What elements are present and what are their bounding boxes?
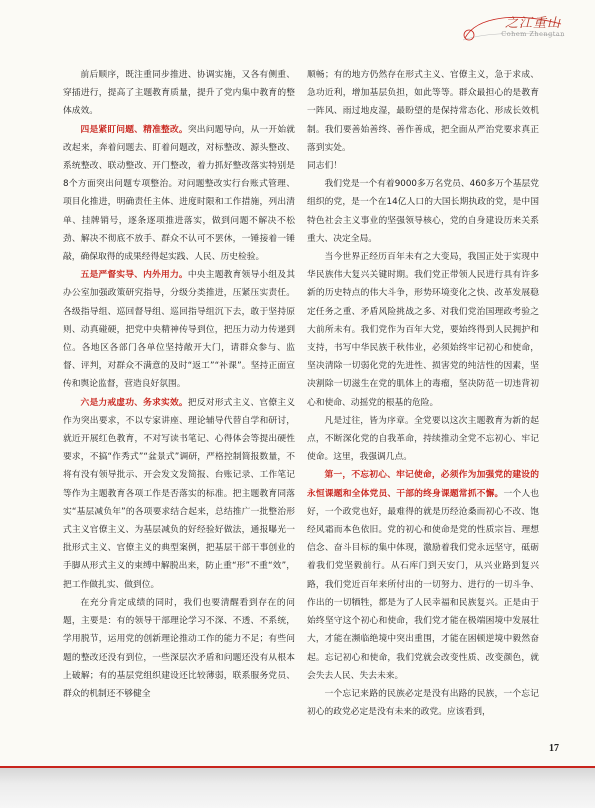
paragraph: 前后顺序，既注重同步推进、协调实施，又各有侧重、穿插进行，提高了主题教育质量，提升了党内集中教育的整体成效。: [63, 70, 295, 117]
salutation: 同志们！: [307, 161, 342, 172]
paragraph: 六是力戒虚功、务求实效。把反对形式主义、官僚主义作为突出要求，不以专家讲座、理论辅导代替自学和研讨，就近开展红色教育，不对写读书笔记、心得体会等提出硬性要求，不搞“作秀式”“盆景式”调研，严格控制简报数量，不将有没有领导批示、开会发文发简报、台账记录、工作笔记等作为主题教育各项工作是否落实的标准。把主题教育同落实“基层减负年”的各项要求结合起来，总结推广一批整治形式主义官僚主义、为基层减负的好经验好做法，通报曝光一批形式主义、官僚主义的典型案例，把基层干部干事创业的手脚从形式主义的束缚中解脱出来，防止重“形”不重“效”，把工作做扎实、做到位。: [63, 397, 296, 590]
paragraph: 凡是过往，皆为序章。全党要以这次主题教育为新的起点，不断深化党的自我革命，持续推动全党不忘初心、牢记使命。这里，我强调几点。: [307, 415, 539, 463]
paragraph: 五是严督实导、内外用力。中央主题教育领导小组及其办公室加强政策研究指导，分级分类推进，压紧压实责任。各级指导组、巡回督导组、巡回指导组沉下去，敢于坚持原则、动真碰硬，把党中央精神传导到位，把压力动力传递到位。各地区各部门各单位坚持敞开大门，请群众参与、监督、评判，对群众不满意的及时“返工”“补课”。坚持正面宣传和舆论监督，营造良好氛围。: [63, 270, 296, 390]
paragraph: 当今世界正经历百年未有之大变局，我国正处于实现中华民族伟大复兴关键时期。我们党正带领人民进行具有许多新的历史特点的伟大斗争，形势环境变化之快、改革发展稳定任务之重、矛盾风险挑战之多、对我们党治国理政考验之大前所未有。我们党作为百年大党，要始终得到人民拥护和支持，书写中华民族千秋伟业，必须始终牢记初心和使命，坚决清除一切弱化党的先进性、损害党的纯洁性的因素，坚决割除一切滋生在党的肌体上的毒瘤，坚决防范一切违背初心和使命、动摇党的根基的危险。: [307, 252, 539, 408]
highlighted-lead: 五是严督实导、内外用力。: [80, 270, 188, 281]
paragraph: 顺畅；有的地方仍然存在形式主义、官僚主义，急于求成、急功近利，增加基层负担，如此等等。群众最担心的是教育一阵风、雨过地皮湿，最盼望的是保持常态化、形成长效机制。我们要善始善终、善作善成，把全面从严治党要求真正落到实处。: [307, 70, 539, 153]
page-number: 17: [549, 743, 559, 754]
paragraph: 一个忘记来路的民族必定是没有出路的民族，一个忘记初心的政党必定是没有未来的政党。应该看到，: [307, 688, 539, 718]
highlighted-lead: 四是紧盯问题、精准整改。: [80, 124, 188, 135]
paragraph: 四是紧盯问题、精准整改。突出问题导向，从一开始就改起来，奔着问题去、盯着问题改，对标整改、源头整改、系统整改、联动整改、开门整改，着力抓好整改落实特别是8个方面突出问题专项整治。对问题整改实行台账式管理、项目化推进，明确责任主体、进度时限和工作措施，列出清单、挂牌销号，逐条逐项推进落实，做到问题不解决不松劲、解决不彻底不放手、群众不认可不罢休，一锤接着一锤敲，确保取得的成果经得起实践、人民、历史检验。: [63, 124, 296, 263]
footer-band: [0, 768, 595, 808]
logo-chinese-text: 之江重山: [504, 16, 561, 31]
right-column: [307, 66, 539, 721]
paragraph: 在充分肯定成绩的同时，我们也要清醒看到存在的问题，主要是：有的领导干部理论学习不深、不透、不系统，学用脱节，运用党的创新理论推动工作的能力不足；有些问题的整改还没有到位，一些深层次矛盾和问题还没有从根本上破解；有的基层党组织建设还比较薄弱，联系服务党员、群众的机制还不够健全: [63, 597, 295, 699]
highlighted-lead: 第一，不忘初心、牢记使命，必须作为加强党的建设的永恒课题和全体党员、干部的终身课题常抓不懈。: [307, 470, 539, 499]
masthead-logo: [457, 10, 567, 44]
paragraph: 我们党是一个有着9000多万名党员、460多万个基层党组织的党，是一个在14亿人口的大国长期执政的党，是中国特色社会主义事业的坚强领导核心，党的自身建设历来关系重大、决定全局。: [307, 179, 539, 244]
left-column: [63, 66, 295, 703]
paragraph: 第一，不忘初心、牢记使命，必须作为加强党的建设的永恒课题和全体党员、干部的终身课题常抓不懈。一个人也好，一个政党也好，最难得的就是历经沧桑而初心不改、饱经风霜而本色依旧。党的初心和使命是党的性质宗旨、理想信念、奋斗目标的集中体现，激励着我们党永远坚守，砥砺着我们党坚毅前行。从石库门到天安门，从兴业路到复兴路，我们党近百年来所付出的一切努力、进行的一切斗争、作出的一切牺牲，都是为了人民幸福和民族复兴。正是由于始终坚守这个初心和使命，我们党才能在极端困境中发展壮大，才能在濒临绝境中突出重围，才能在困顿逆境中毅然奋起。忘记初心和使命，我们党就会改变性质、改变颜色，就会失去人民、失去未来。: [307, 470, 540, 681]
highlighted-lead: 六是力戒虚功、务求实效。: [80, 397, 188, 408]
logo-english-text: Cohem Zhengtan: [501, 30, 565, 38]
